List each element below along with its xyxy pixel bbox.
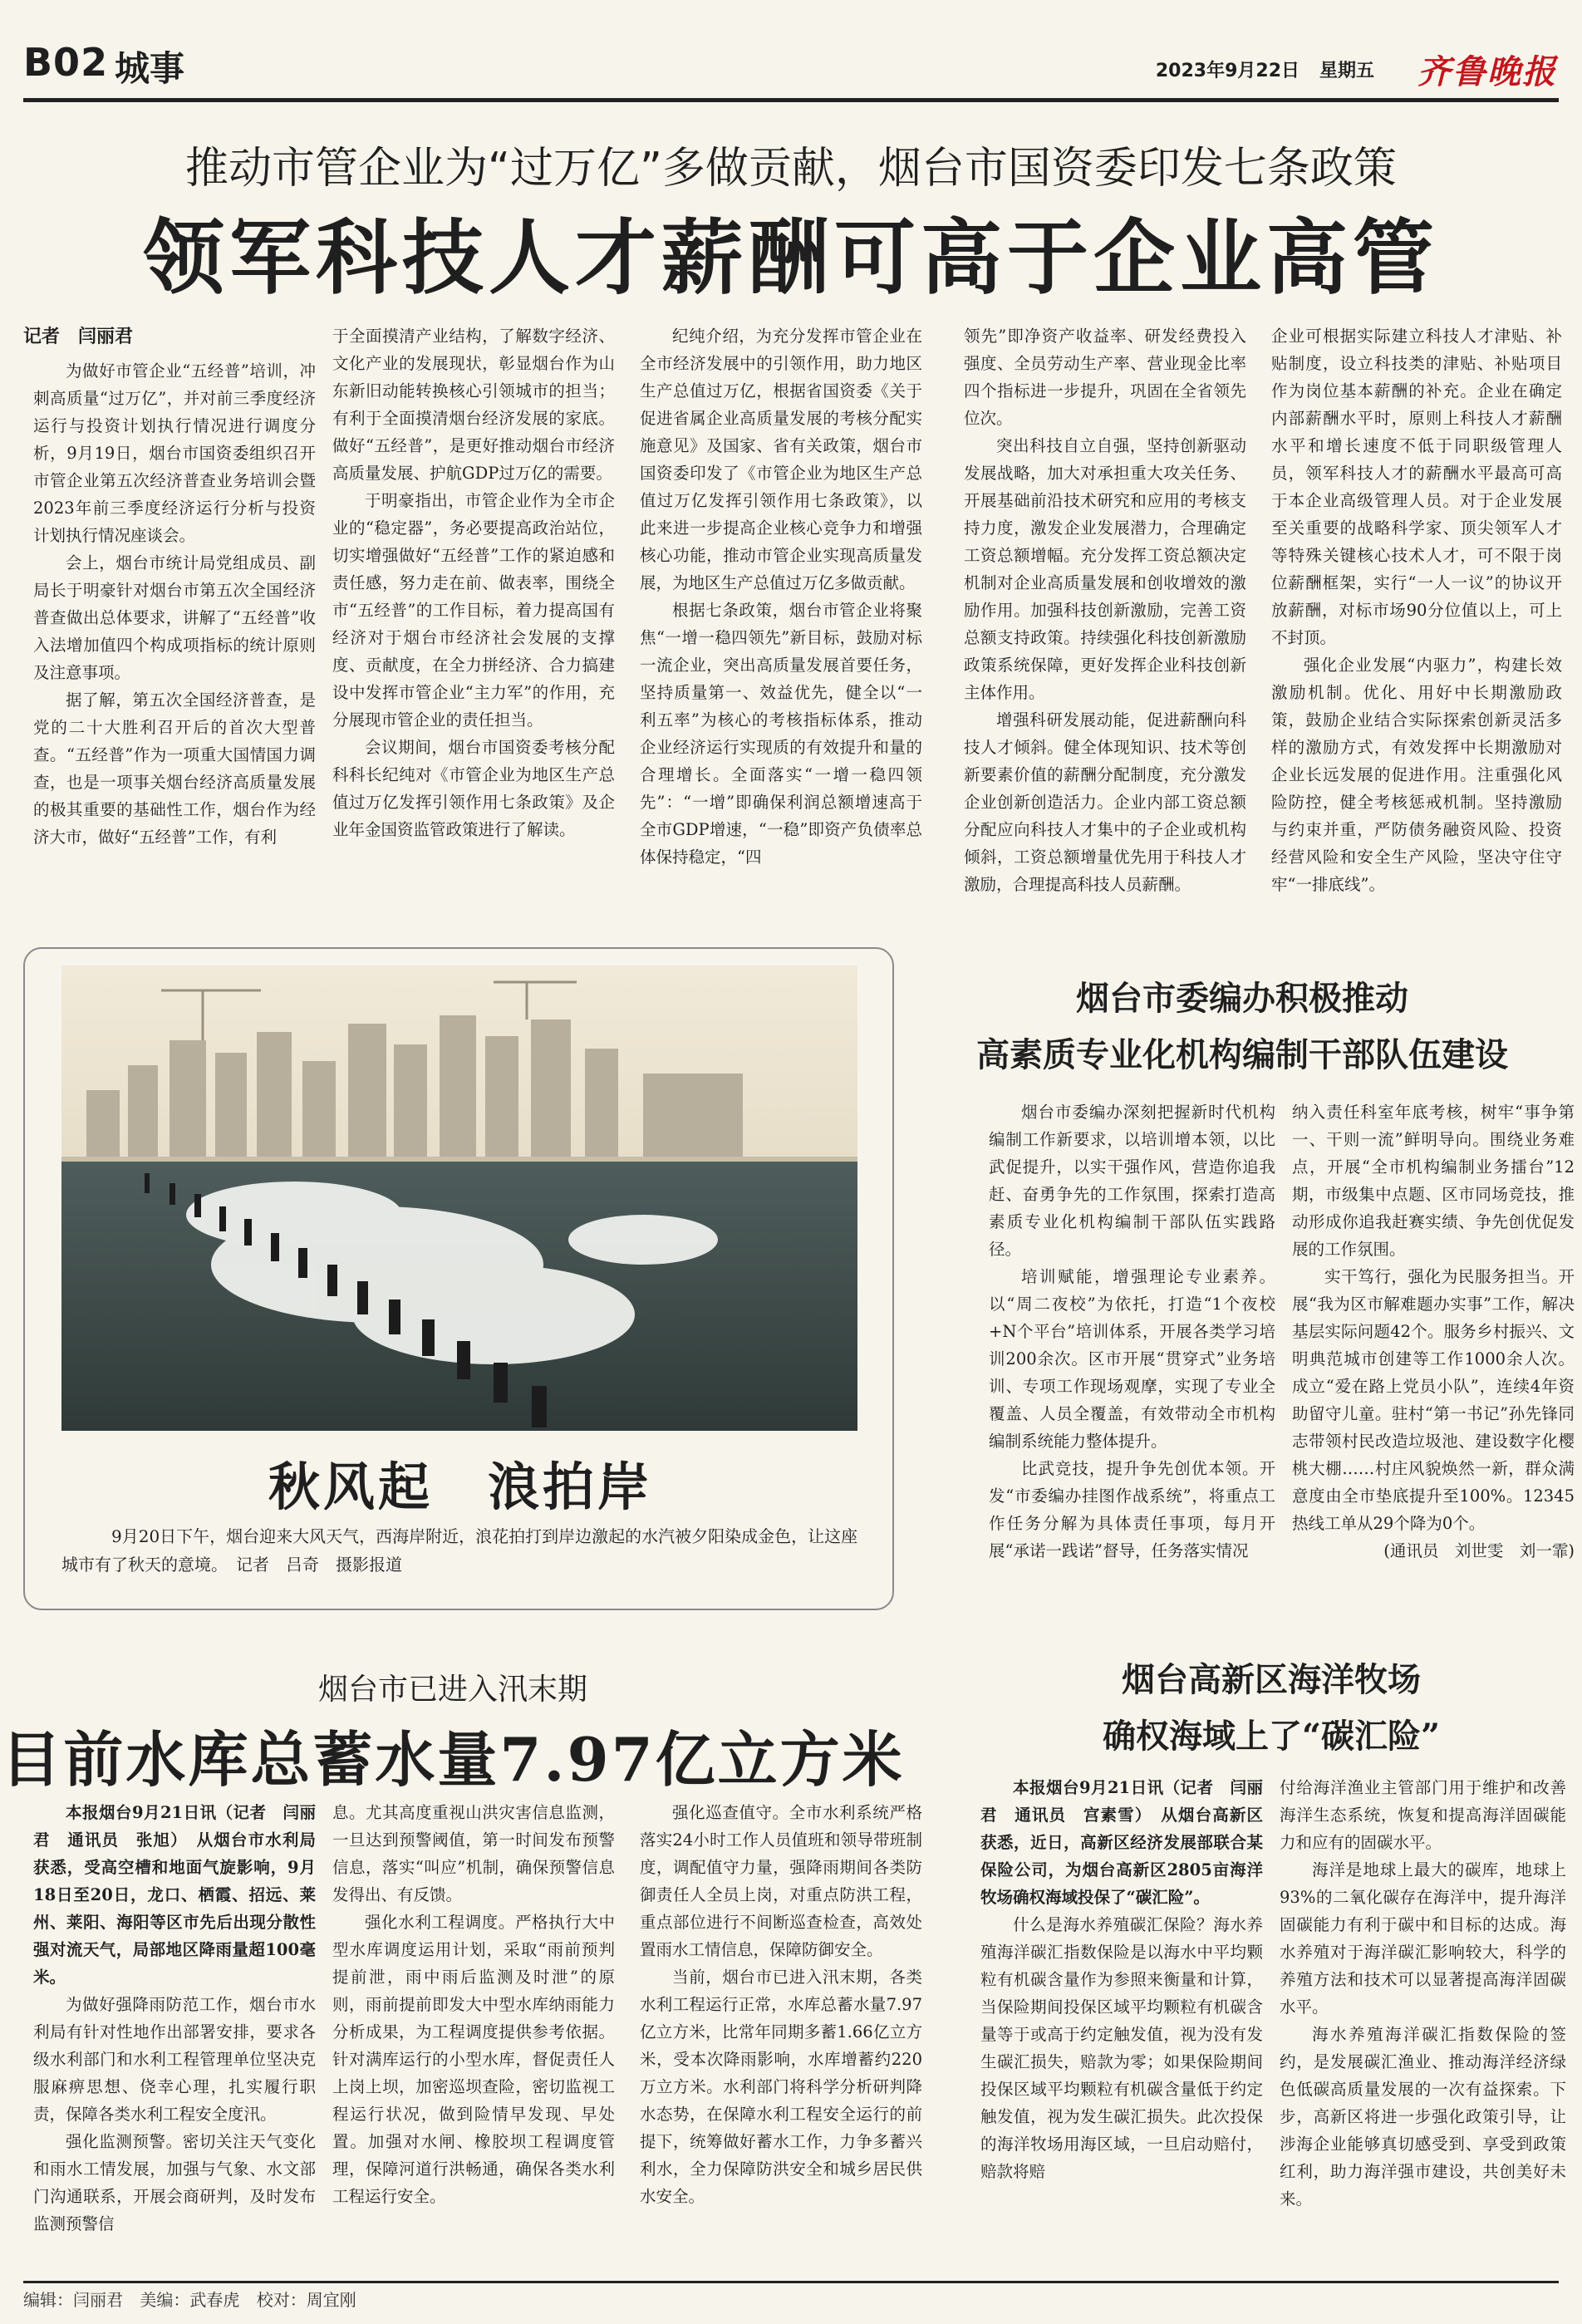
lead-paragraph: 领先”即净资产收益率、研发经费投入强度、全员劳动生产率、营业现金比率四个指标进一步提升，巩固在全省领先位次。: [964, 327, 1246, 428]
lead-paragraph: 纪纯介绍，为充分发挥市管企业在全市经济发展中的引领作用，助力地区生产总值过万亿，根据省国资委《关于促进省属企业高质量发展的考核分配实施意见》及国家、省有关政策，烟台市国资委印发了《市管企业为地区生产总值过万亿发挥引领作用七条政策》，以此来进一步提高企业核心竞争力和增强核心功能，推动市管企业实现高质量发展，为地区生产总值过万亿多做贡献。: [640, 327, 922, 592]
reservoir-column-1: [33, 1799, 316, 2260]
ocean-paragraph: 本报烟台9月21日讯（记者 闫丽君 通讯员 宫素雪） 从烟台高新区获悉，近日，高新区经济发展部联合某保险公司，为烟台高新区2805亩海洋牧场确权海域投保了“碳汇险”。: [980, 1778, 1263, 1907]
footer-editor: 编辑：闫丽君: [23, 2290, 123, 2310]
reservoir-paragraph: 息。尤其高度重视山洪灾害信息监测，一旦达到预警阈值，第一时间发布预警信息，落实“叫应”机制，确保预警信息发得出、有反馈。: [332, 1803, 615, 1904]
mid-paragraph: 比武竞技，提升争先创优本领。开发“市委编办挂图作战系统”，将重点工作任务分解为具体责任事项，每月开展“承诺一践诺”督导，任务落实情况: [989, 1459, 1275, 1560]
ocean-paragraph: 海洋是地球上最大的碳库，地球上93%的二氧化碳存在海洋中，提升海洋固碳能力有利于碳中和目标的达成。海水养殖对于海洋碳汇影响较大，科学的养殖方法和技术可以显著提高海洋固碳水平。: [1280, 1860, 1566, 2017]
lead-paragraph: 会上，烟台市统计局党组成员、副局长于明豪针对烟台市第五次全国经济普查做出总体要求，讲解了“五经普”收入法增加值四个构成项指标的统计原则及注意事项。: [33, 553, 316, 682]
mid-story-headline-1: 烟台市委编办积极推动: [1076, 979, 1408, 1018]
reservoir-paragraph: 当前，烟台市已进入汛末期，各类水利工程运行正常，水库总蓄水量7.97亿立方米，比常年同期多蓄1.66亿立方米，受本次降雨影响，水库增蓄约220万立方米。水利部门将科学分析研判降水态势，在保障水利工程安全运行的前提下，统筹做好蓄水工作，力争多蓄兴利水，全力保障防洪安全和城乡居民供水安全。: [640, 1968, 922, 2206]
header-rule: [23, 98, 1559, 102]
lead-column-4: [964, 322, 1246, 956]
ocean-paragraph: 什么是海水养殖碳汇保险？海水养殖海洋碳汇指数保险是以海水中平均颗粒有机碳含量作为参照来衡量和计算，当保险期间投保区域平均颗粒有机碳含量等于或高于约定触发值，视为没有发生碳汇损失，赔款为零；如果保险期间投保区域平均颗粒有机碳含量低于约定触发值，视为发生碳汇损失。此次投保的海洋牧场用海区域，一旦启动赔付，赔款将赔: [980, 1915, 1263, 2181]
lead-kicker: 推动市管企业为“过万亿”多做贡献，烟台市国资委印发七条政策: [185, 144, 1397, 194]
lead-paragraph: 为做好市管企业“五经普”培训，冲刺高质量“过万亿”，并对前三季度经济运行与投资计划执行情况进行调度分析，9月19日，烟台市国资委组织召开市管企业第五次经济普查业务培训会暨2023年前三季度经济运行分析与投资计划执行情况座谈会。: [33, 361, 316, 545]
lead-column-2: [332, 322, 615, 956]
lead-column-5: [1271, 322, 1562, 956]
ocean-headline-2: 确权海域上了“碳汇险”: [1102, 1717, 1440, 1756]
footer-credits: [23, 2287, 368, 2311]
reservoir-column-3: [640, 1799, 922, 2260]
section-name: 城事: [115, 48, 185, 89]
lead-paragraph: 企业可根据实际建立科技人才津贴、补贴制度，设立科技类的津贴、补贴项目作为岗位基本薪酬的补充。企业在确定内部薪酬水平时，原则上科技人才薪酬水平和增长速度不低于同职级管理人员，领军科技人才的薪酬水平最高可高于本企业高级管理人员。对于企业发展至关重要的战略科学家、顶尖领军人才等特殊关键核心技术人才，可不限于岗位薪酬框架，实行“一人一议”的协议开放薪酬，对标市场90分位值以上，可上不封顶。: [1271, 327, 1562, 647]
ocean-headline-1: 烟台高新区海洋牧场: [1122, 1660, 1421, 1699]
reservoir-column-2: [332, 1799, 615, 2260]
photo-feature: [23, 947, 894, 1610]
lead-paragraph: 会议期间，烟台市国资委考核分配科科长纪纯对《市管企业为地区生产总值过万亿发挥引领作用七条政策》及企业年金国资监管政策进行了解读。: [332, 738, 615, 839]
footer-designer: 美编：武春虎: [140, 2290, 240, 2310]
lead-paragraph: 增强科研发展动能，促进薪酬向科技人才倾斜。健全体现知识、技术等创新要素价值的薪酬分配制度，充分激发企业创新创造活力。企业内部工资总额分配应向科技人才集中的子企业或机构倾斜，工资总额增量优先用于科技人才激励，合理提高科技人员薪酬。: [964, 710, 1246, 894]
photo-caption: 9月20日下午，烟台迎来大风天气，西海岸附近，浪花拍打到岸边激起的水汽被夕阳染成金色，让这座城市有了秋天的意境。 记者 吕奇 摄影报道: [61, 1526, 858, 1575]
mid-paragraph: 纳入责任科室年底考核，树牢“事争第一、干则一流”鲜明导向。围绕业务难点，开展“全市机构编制业务擂台”12期，市级集中点题、区市同场竞技，推动形成你追我赶赛实绩、争先创优促发展的工作氛围。: [1292, 1103, 1575, 1259]
ocean-paragraph: 付给海洋渔业主管部门用于维护和改善海洋生态系统，恢复和提高海洋固碳能力和应有的固碳水平。: [1280, 1778, 1566, 1852]
lead-paragraph: 突出科技自立自强，坚持创新驱动发展战略，加大对承担重大攻关任务、开展基础前沿技术研究和应用的考核支持力度，激发企业发展潜力，合理确定工资总额增幅。充分发挥工资总额决定机制对企业高质量发展和创收增效的激励作用。加强科技创新激励，完善工资总额支持政策。持续强化科技创新激励政策系统保障，更好发挥企业科技创新主体作用。: [964, 436, 1246, 702]
footer-rule: [23, 2281, 1559, 2283]
seawall-waves-illustration: [61, 965, 857, 1431]
page-code: B02: [23, 40, 109, 85]
seawall-waves-photo: [61, 965, 857, 1431]
mid-paragraph: 培训赋能，增强理论专业素养。以“周二夜校”为依托，打造“1个夜校+N个平台”培训体系，开展各类学习培训200余次。区市开展“贯穿式”业务培训、专项工作现场观摩，实现了专业全覆盖、人员全覆盖，有效带动全市机构编制系统能力整体提升。: [989, 1267, 1275, 1451]
reservoir-paragraph: 强化水利工程调度。严格执行大中型水库调度运用计划，采取“雨前预判提前泄，雨中雨后监测及时泄”的原则，雨前提前即发大中型水库纳雨能力分析成果，为工程调度提供参考依据。针对满库运行的小型水库，督促责任人上岗上坝，加密巡坝查险，密切监视工程运行状况，做到险情早发现、早处置。加强对水闸、橡胶坝工程调度管理，保障河道行洪畅通，确保各类水利工程运行安全。: [332, 1913, 615, 2206]
reservoir-paragraph: 强化巡查值守。全市水利系统严格落实24小时工作人员值班和领导带班制度，调配值守力量，强降雨期间各类防御责任人全员上岗，对重点防洪工程，重点部位进行不间断巡查检查，高效处置雨水工情信息，保障防御安全。: [640, 1803, 922, 1959]
reservoir-kicker: 烟台市已进入汛末期: [317, 1673, 587, 1707]
mid-paragraph: 实干笃行，强化为民服务担当。开展“我为区市解难题办实事”工作，解决基层实际问题42个。服务乡村振兴、文明典范城市创建等工作1000余人次。成立“爱在路上党员小队”，连续4年资助留守儿童。驻村“第一书记”孙先锋同志带领村民改造垃圾池、建设数字化樱桃大棚……村庄风貌焕然一新，群众满意度由全市垫底提升至100%。12345热线工单从29个降为0个。: [1292, 1267, 1575, 1533]
lead-headline: 领军科技人才薪酬可高于企业高管: [142, 210, 1439, 306]
lead-paragraph: 根据七条政策，烟台市管企业将聚焦“一增一稳四领先”新目标，鼓励对标一流企业，突出高质量发展首要任务，坚持质量第一、效益优先，健全以“一利五率”为核心的考核指标体系，推动企业经济运行实现质的有效提升和量的合理增长。全面落实“一增一稳四领先”：“一增”即确保利润总额增速高于全市GDP增速，“一稳”即资产负债率总体保持稳定，“四: [640, 601, 922, 867]
newspaper-logo: 齐鲁晚报: [1417, 52, 1557, 91]
ocean-column-2: [1280, 1774, 1566, 2260]
mid-column-1: [989, 1098, 1275, 1630]
issue-weekday: 星期五: [1319, 61, 1374, 81]
mid-credit: (通讯员 刘世雯 刘一霏): [1383, 1541, 1575, 1560]
reservoir-paragraph: 为做好强降雨防范工作，烟台市水利局有针对性地作出部署安排，要求各级水利部门和水利工程管理单位坚决克服麻痹思想、侥幸心理，扎实履行职责，保障各类水利工程安全度汛。: [33, 1995, 316, 2124]
footer-proofreader: 校对：周宜刚: [256, 2290, 356, 2310]
lead-paragraph: 于明豪指出，市管企业作为全市企业的“稳定器”，务必要提高政治站位，切实增强做好“五经普”工作的紧迫感和责任感，努力走在前、做表率，围绕全市“五经普”的工作目标，着力提高国有经济对于烟台市经济社会发展的支撑度、贡献度，在全力拼经济、合力搞建设中发挥市管企业“主力军”的作用，充分展现市管企业的责任担当。: [332, 491, 615, 730]
lead-paragraph: 于全面摸清产业结构，了解数字经济、文化产业的发展现状，彰显烟台作为山东新旧动能转换核心引领城市的担当；有利于全面摸清烟台经济发展的家底。做好“五经普”，是更好推动烟台市经济高质量发展、护航GDP过万亿的需要。: [332, 327, 615, 483]
ocean-column-1: [980, 1774, 1263, 2260]
reservoir-paragraph: 本报烟台9月21日讯（记者 闫丽君 通讯员 张旭） 从烟台市水利局获悉，受高空槽和地面气旋影响，9月18日至20日，龙口、栖霞、招远、莱州、莱阳、海阳等区市先后出现分散性强对流天气，局部地区降雨量超100毫米。: [33, 1803, 316, 1987]
lead-column-1: [33, 357, 316, 956]
lead-paragraph: 强化企业发展“内驱力”，构建长效激励机制。优化、用好中长期激励政策，鼓励企业结合实际探索创新灵活多样的激励方式，有效发挥中长期激励对企业长远发展的促进作用。注重强化风险防控，健全考核惩戒机制。坚持激励与约束并重，严防债务融资风险、投资经营风险和安全生产风险，坚决守住守牢“一排底线”。: [1271, 656, 1562, 894]
mid-story-headline-2: 高素质专业化机构编制干部队伍建设: [976, 1035, 1508, 1074]
ocean-paragraph: 海水养殖海洋碳汇指数保险的签约，是发展碳汇渔业、推动海洋经济绿色低碳高质量发展的一次有益探索。下步，高新区将进一步强化政策引导，让涉海企业能够真切感受到、享受到政策红利，助力海洋强市建设，共创美好未来。: [1280, 2025, 1566, 2209]
lead-paragraph: 据了解，第五次全国经济普查，是党的二十大胜利召开后的首次大型普查。“五经普”作为一项重大国情国力调查，也是一项事关烟台经济高质量发展的极其重要的基础性工作，烟台作为经济大市，做好“五经普”工作，有利: [33, 690, 316, 847]
mid-column-2: [1292, 1098, 1575, 1630]
photo-headline: 秋风起 浪拍岸: [268, 1457, 652, 1517]
reservoir-headline: 目前水库总蓄水量7.97亿立方米: [1, 1724, 905, 1795]
reservoir-paragraph: 强化监测预警。密切关注天气变化和雨水工情发展，加强与气象、水文部门沟通联系，开展会商研判，及时发布监测预警信: [33, 2132, 316, 2233]
lead-byline: 记者 闫丽君: [23, 327, 134, 347]
issue-date: 2023年9月22日: [1155, 61, 1300, 81]
lead-column-3: [640, 322, 922, 956]
mid-paragraph: 烟台市委编办深刻把握新时代机构编制工作新要求，以培训增本领，以比武促提升，以实干强作风，营造你追我赶、奋勇争先的工作氛围，探索打造高素质专业化机构编制干部队伍实践路径。: [989, 1103, 1275, 1259]
masthead: [0, 0, 1582, 108]
